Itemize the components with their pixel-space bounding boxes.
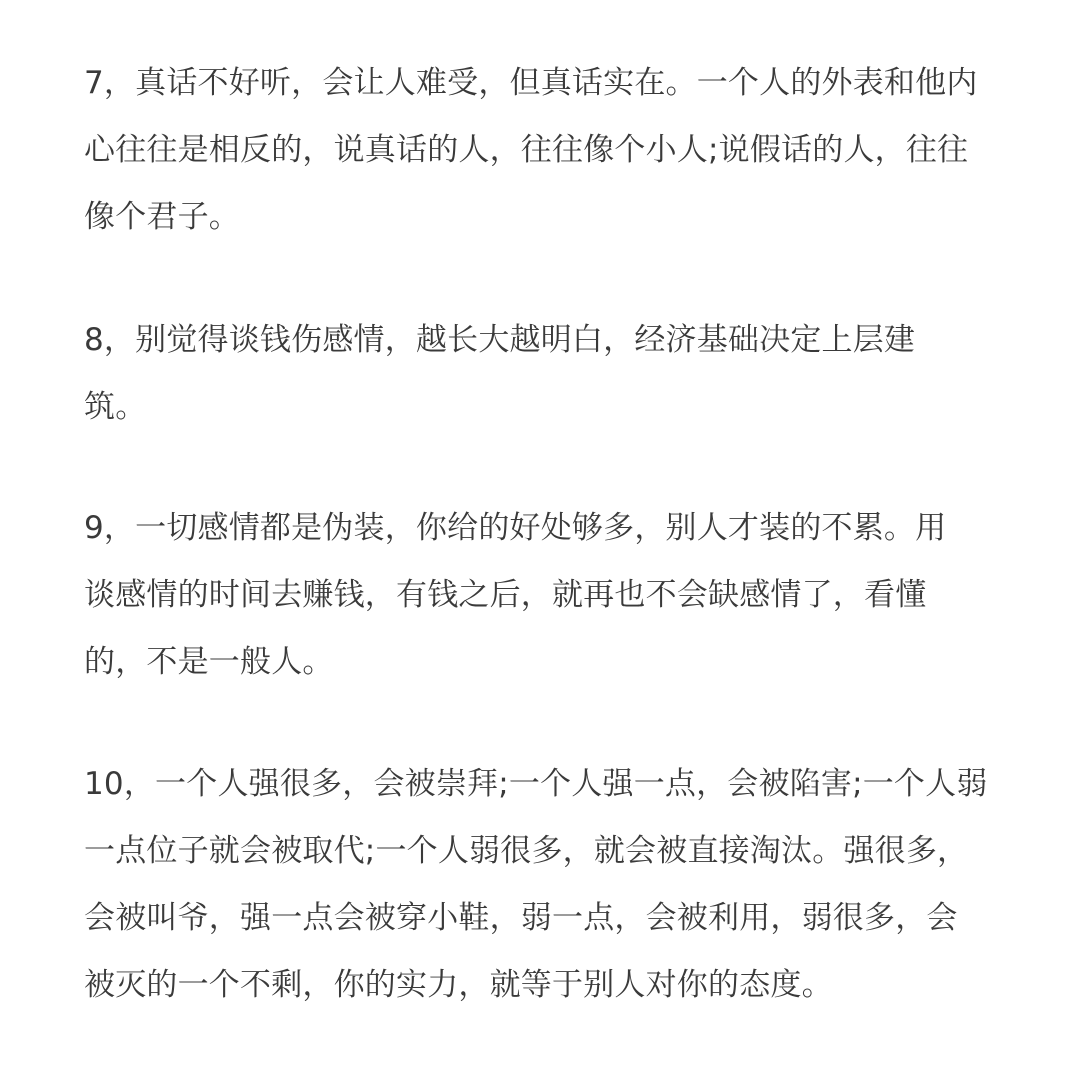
text-line: 心往往是相反的，说真话的人，往往像个小人;说假话的人，往往 xyxy=(84,132,969,168)
text-line: 7，真话不好听，会让人难受，但真话实在。一个人的外表和他内 xyxy=(84,65,978,101)
text-line: 被灭的一个不剩，你的实力，就等于别人对你的态度。 xyxy=(84,967,833,1003)
text-line: 10，一个人强很多，会被崇拜;一个人强一点，会被陷害;一个人弱 xyxy=(84,766,988,802)
text-line: 一点位子就会被取代;一个人弱很多，就会被直接淘汰。强很多， xyxy=(84,833,969,869)
text-line: 筑。 xyxy=(84,389,147,425)
text-line: 8，别觉得谈钱伤感情，越长大越明白，经济基础决定上层建 xyxy=(84,322,916,358)
text-line: 的，不是一般人。 xyxy=(84,644,334,680)
text-line: 会被叫爷，强一点会被穿小鞋，弱一点，会被利用，弱很多，会 xyxy=(84,900,958,936)
text-line: 9，一切感情都是伪装，你给的好处够多，别人才装的不累。用 xyxy=(84,510,947,546)
text-line: 谈感情的时间去赚钱，有钱之后，就再也不会缺感情了，看懂 xyxy=(84,577,927,613)
text-line: 像个君子。 xyxy=(84,199,240,235)
